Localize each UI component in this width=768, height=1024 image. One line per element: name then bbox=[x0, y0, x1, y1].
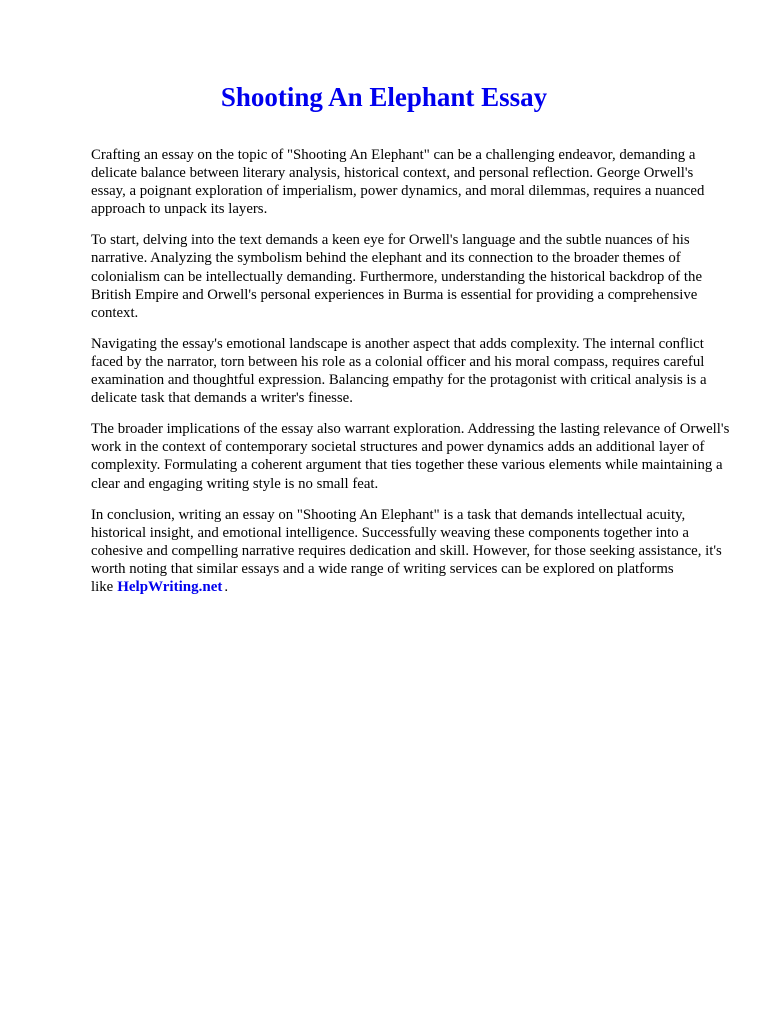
paragraph-emotional: Navigating the essay's emotional landscape is another aspect that adds complexity. The internal conflict faced by the narrator, torn between his role as a colonial officer and his moral compass, requires careful examination and thoughtful expression. Balancing empathy for the protagonist with critical analysis is a delicate task that demands a writer's finesse. bbox=[91, 335, 707, 407]
conclusion-end-punct: . bbox=[224, 578, 229, 595]
document-title: Shooting An Elephant Essay bbox=[220, 82, 548, 112]
paragraph-intro: Crafting an essay on the topic of "Shooting An Elephant" can be a challenging endeavor, demanding a delicate balance between literary analysis, historical context, and personal reflection. George Orwell's essay, a poignant exploration of imperialism, power dynamics, and moral dilemmas, requires a nuanced approach to unpack its layers. bbox=[91, 147, 705, 218]
paragraph-analysis: To start, delving into the text demands a keen eye for Orwell's language and the subtle nuances of his narrative. Analyzing the symbolism behind the elephant and its connection to the broader themes of colonialism can be intellectually demanding. Furthermore, understanding the historical backdrop of the British Empire and Orwell's personal experiences in Burma is essential for providing a comprehensive context. bbox=[91, 232, 703, 321]
document-body bbox=[91, 146, 731, 609]
paragraph-implications: The broader implications of the essay also warrant exploration. Addressing the lasting relevance of Orwell's work in the context of contemporary societal structures and power dynamics adds an additional layer of complexity. Formulating a coherent argument that ties together these various elements while maintaining a clear and engaging writing style is no small feat. bbox=[91, 421, 730, 492]
conclusion-text: In conclusion, writing an essay on "Shooting An Elephant" is a task that demands intellectual acuity, historical insight, and emotional intelligence. Successfully weaving these components together into a cohesive and compelling narrative requires dedication and skill. However, for those seeking assistance, it's worth noting that similar essays and a wide range of writing services can be explored on platforms like bbox=[91, 506, 722, 595]
paragraph-conclusion bbox=[91, 506, 731, 596]
helpwriting-link[interactable]: HelpWriting.net bbox=[117, 578, 223, 595]
